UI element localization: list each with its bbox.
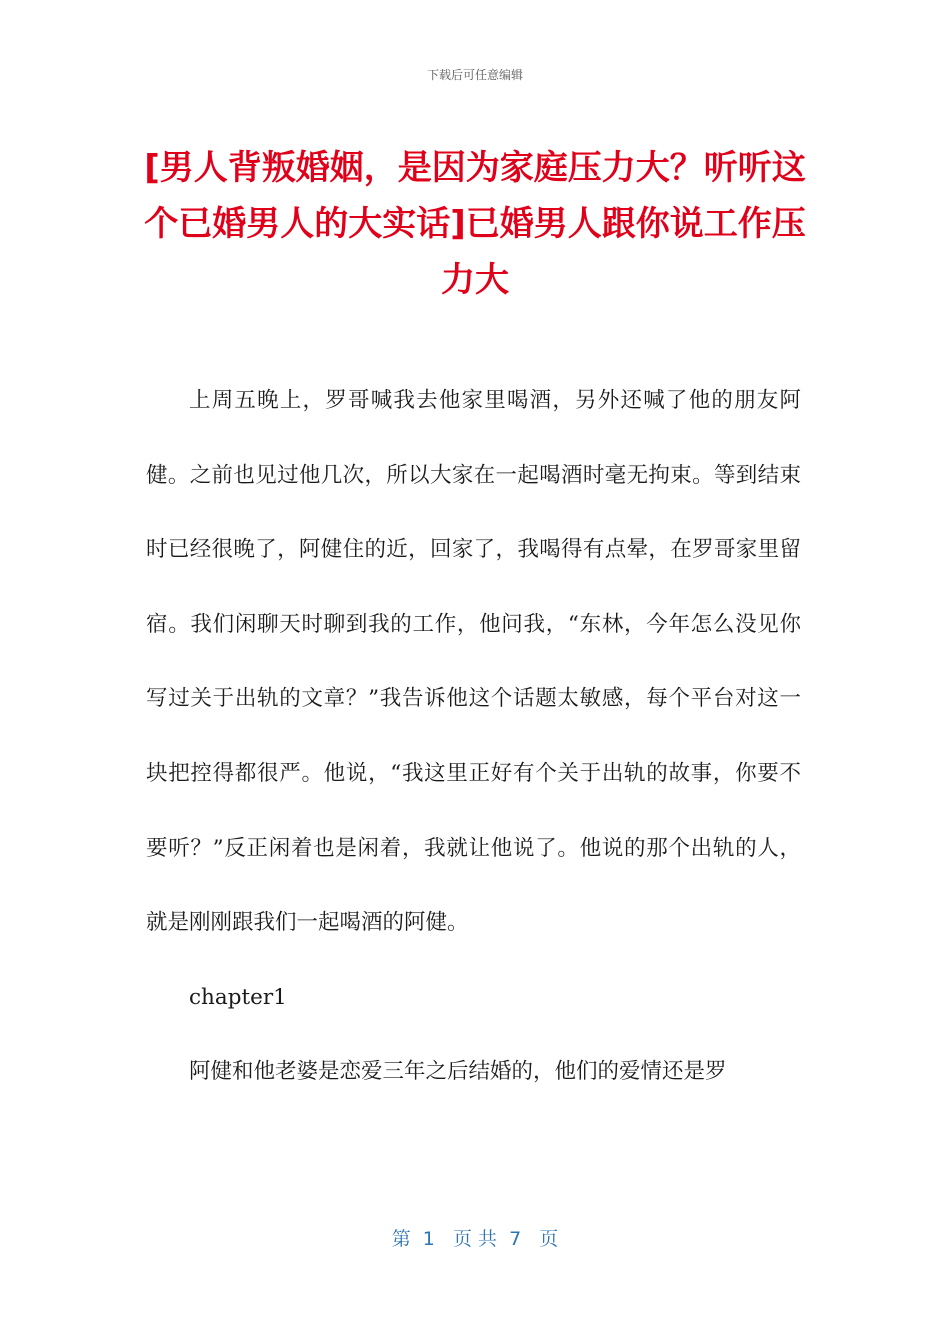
document-title: [男人背叛婚姻，是因为家庭压力大？听听这个已婚男人的大实话]已婚男人跟你说工作压力大 — [144, 148, 806, 300]
page-number-footer: 第 1 页 共 7 页 — [391, 1228, 559, 1250]
chapter-heading: chapter1 — [189, 984, 287, 1010]
paragraph-chapter1: 阿健和他老婆是恋爱三年之后结婚的，他们的爱情还是罗 — [189, 1059, 727, 1085]
header-note: 下载后可任意编辑 — [426, 68, 523, 82]
document-body — [146, 364, 801, 1110]
paragraph-intro: 上周五晚上，罗哥喊我去他家里喝酒，另外还喊了他的朋友阿健。之前也见过他几次，所以大家在一起喝酒时毫无拘束。等到结束时已经很晚了，阿健住的近，回家了，我喝得有点晕，在罗哥家里留宿。我们闲聊天时聊到我的工作，他问我，“东林，今年怎么没见你写过关于出轨的文章？”我告诉他这个话题太敏感，每个平台对这一块把控得都很严。他说，“我这里正好有个关于出轨的故事，你要不要听？”反正闲着也是闲着，我就让他说了。他说的那个出轨的人，就是刚刚跟我们一起喝酒的阿健。 — [146, 388, 801, 936]
